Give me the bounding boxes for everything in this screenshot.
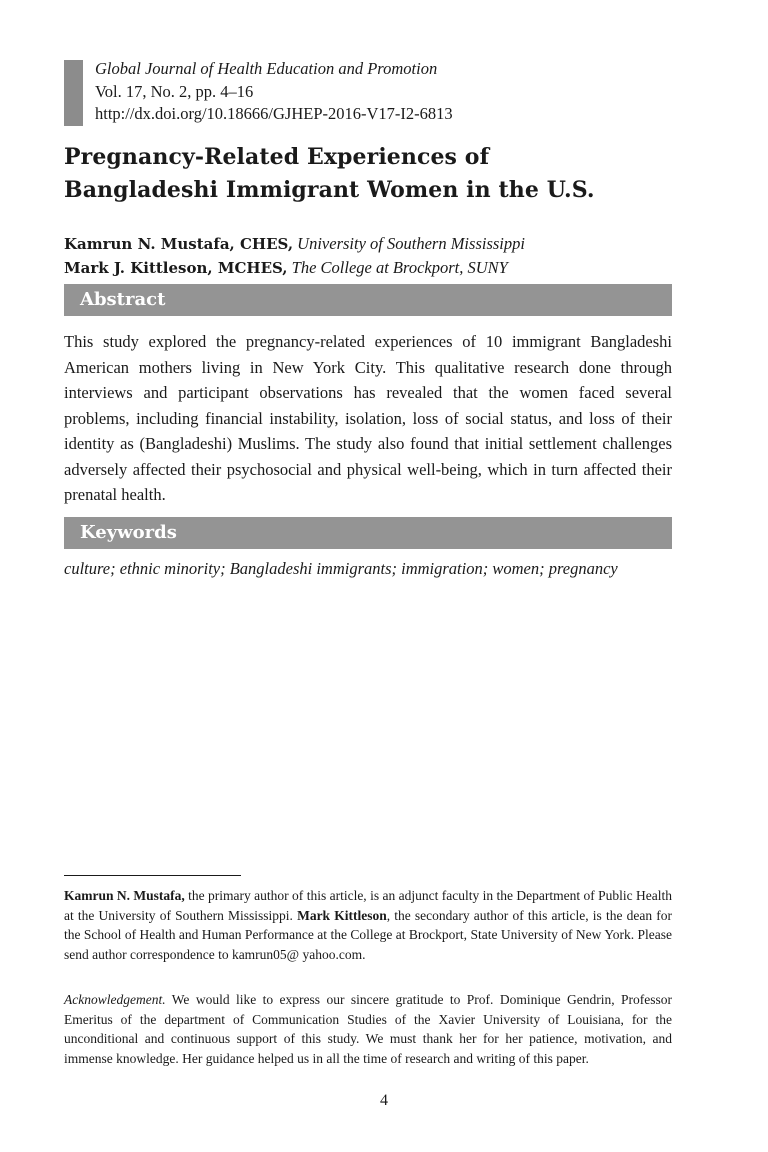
author-2 (64, 256, 684, 280)
acknowledgement-footnote (64, 990, 672, 1068)
author-list (64, 232, 684, 280)
author-2-name: Mark J. Kittleson, MCHES, (64, 259, 288, 277)
journal-volume: Vol. 17, No. 2, pp. 4–16 (95, 81, 254, 101)
footnote-author-1: Kamrun N. Mustafa, (64, 888, 185, 903)
author-1-name: Kamrun N. Mustafa, CHES, (64, 235, 294, 253)
author-1-affiliation: University of Southern Mississippi (297, 234, 525, 253)
page-number: 4 (380, 1092, 388, 1109)
journal-info (95, 58, 453, 126)
title-line-1: Pregnancy-Related Experiences of (64, 144, 490, 170)
author-footnote (64, 886, 672, 964)
footnote-author-2: Mark Kittleson (297, 907, 387, 923)
keywords-text: culture; ethnic minority; Bangladeshi immigrants; immigration; women; pregnancy (64, 559, 618, 578)
journal-header-bar (64, 60, 83, 126)
abstract-text: This study explored the pregnancy-related experiences of 10 immigrant Bangladeshi American mothers living in New York City. This qualitative research done through interviews and participant observations has revealed that the women faced several problems, including financial instability, isolation, loss of social status, and loss of their identity as (Bangladeshi) Muslims. The study also found that initial settlement challenges adversely affected their psychosocial and physical well-being, which in turn affected their prenatal health. (64, 332, 672, 504)
acknowledgement-label: Acknowledgement. (64, 992, 166, 1007)
abstract-heading: Abstract (80, 289, 166, 310)
abstract-heading-bar (64, 284, 672, 316)
author-2-affiliation: The College at Brockport, SUNY (291, 258, 508, 277)
article-title (64, 141, 684, 207)
keywords-heading-bar (64, 517, 672, 549)
acknowledgement-text: We would like to express our sincere gratitude to Prof. Dominique Gendrin, Professor Emeritus of the department of Communication Studies of the Xavier University of Louisiana, for the unconditional and continuous support of this study. We must thank her for her patience, motivation, and immense knowledge. Her guidance helped us in all the time of research and writing of this paper. (64, 992, 672, 1066)
title-line-2: Bangladeshi Immigrant Women in the U.S. (64, 177, 595, 203)
footnote-text-1: the primary author of this article, is an adjunct faculty in the Department of Public Health at the University of Southern Mississippi. (64, 888, 672, 923)
footnote-divider (64, 875, 241, 876)
footnote-text-2: , the secondary author of this article, is the dean for the School of Health and Human Performance at the College at Brockport, State University of New York. Please send author correspondence to kamrun05@ yahoo.com. (64, 907, 672, 962)
journal-doi[interactable]: http://dx.doi.org/10.18666/GJHEP-2016-V17-I2-6813 (95, 104, 453, 123)
keywords-heading: Keywords (80, 522, 177, 543)
journal-name: Global Journal of Health Education and Promotion (95, 59, 438, 78)
author-1 (64, 232, 684, 256)
